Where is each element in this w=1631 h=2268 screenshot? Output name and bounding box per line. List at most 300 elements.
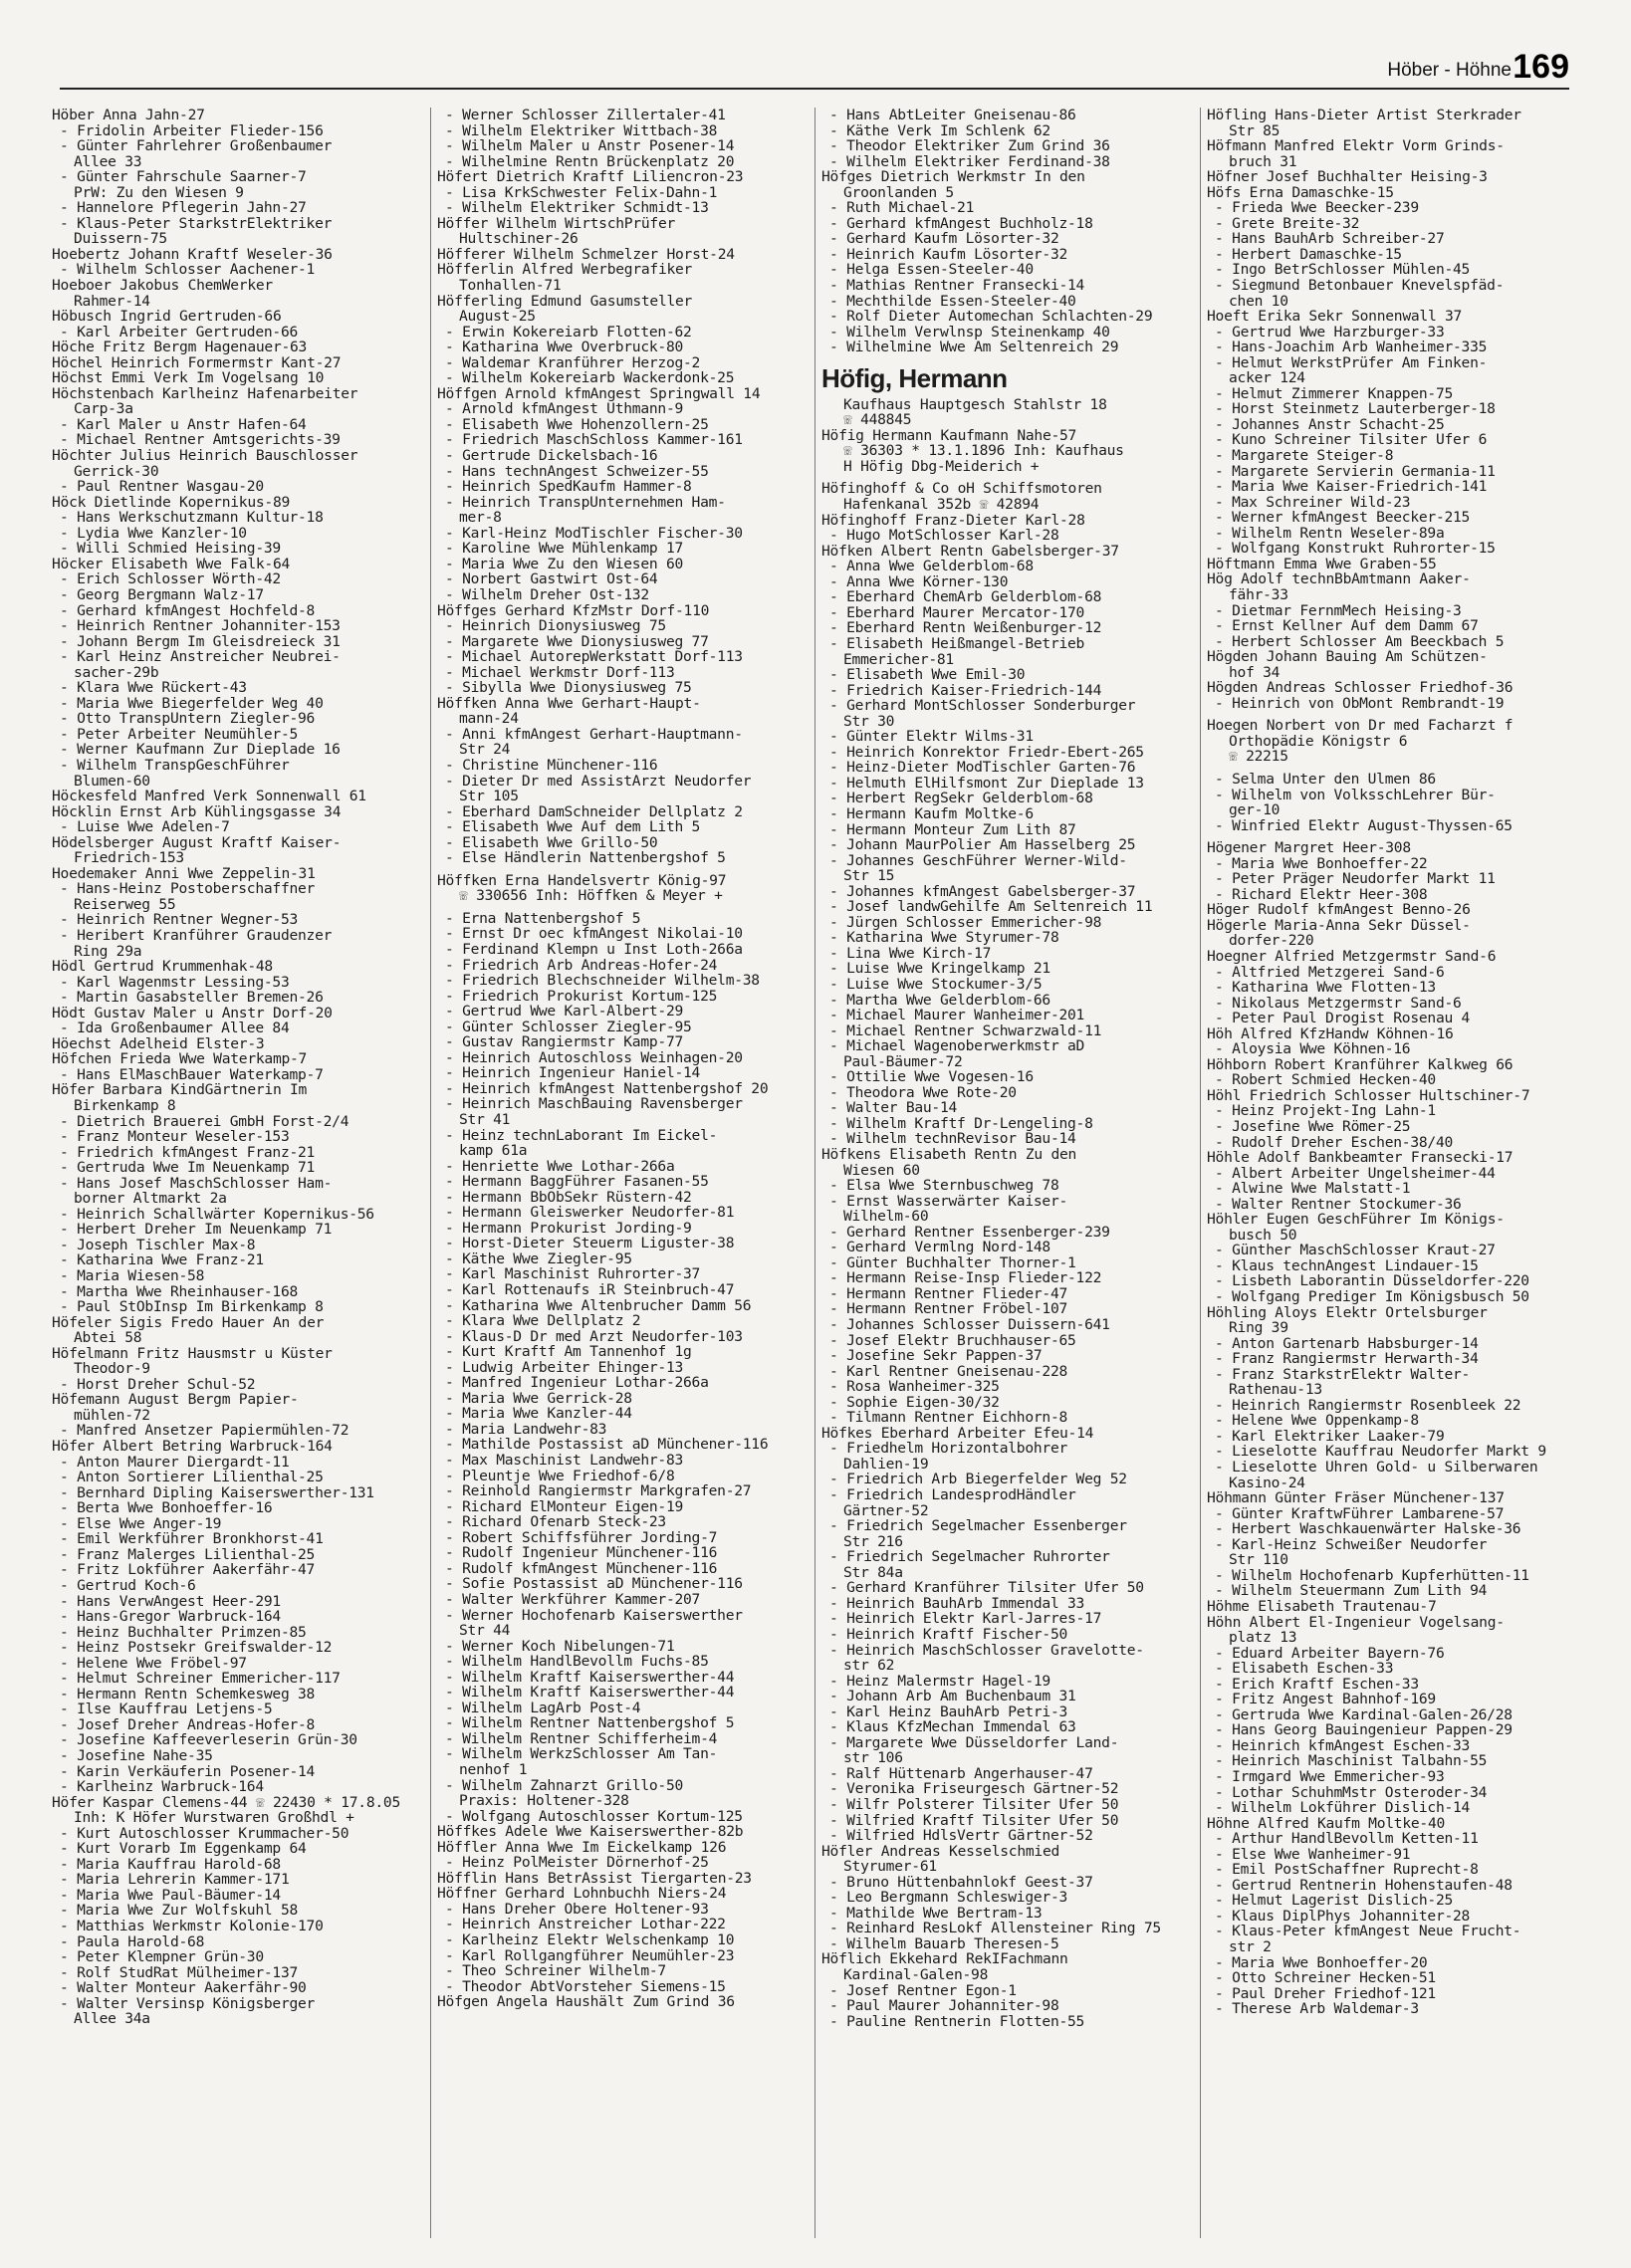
entry-continuation: Duissern-75 (74, 231, 167, 247)
directory-entry: - Alwine Wwe Malstatt-1 (1215, 1181, 1411, 1197)
directory-entry: - Maria Wwe Paul-Bäumer-14 (60, 1887, 281, 1904)
directory-entry: - Werner Kaufmann Zur Dieplade 16 (60, 742, 341, 758)
directory-entry: - Else Wwe Anger-19 (60, 1515, 222, 1532)
directory-entry: - Erwin Kokereiarb Flotten-62 (445, 324, 692, 340)
entry-continuation: Str 216 (843, 1533, 903, 1550)
entry-continuation: Groonlanden 5 (843, 184, 954, 201)
directory-entry: - Johann Arb Am Buchenbaum 31 (829, 1689, 1076, 1704)
directory-entry: - Werner Schlosser Zillertaler-41 (445, 108, 726, 123)
directory-entry: Höckesfeld Manfred Verk Sonnenwall 61 (52, 789, 366, 804)
directory-entry: - Karl-Heinz Schweißer Neudorfer (1215, 1536, 1488, 1553)
directory-entry: - Luise Wwe Kringelkamp 21 (829, 961, 1050, 977)
directory-entry: - Käthe Wwe Ziegler-95 (445, 1250, 632, 1267)
directory-entry: - Hans Werkschutzmann Kultur-18 (60, 510, 324, 526)
directory-entry: - Friedrich Segelmacher Essenberger (829, 1518, 1127, 1534)
directory-entry: - Kurt Vorarb Im Eggenkamp 64 (60, 1841, 307, 1857)
directory-entry: - Wilhelm WerkzSchlosser Am Tan- (445, 1746, 718, 1762)
directory-entry: - Wilhelm HandlBevollm Fuchs-85 (445, 1654, 709, 1670)
entry-continuation: Kasino-24 (1229, 1474, 1305, 1491)
directory-entry: - Ernst Kellner Auf dem Damm 67 (1215, 618, 1479, 634)
directory-entry: - Karl Maler u Anstr Hafen-64 (60, 416, 307, 433)
directory-entry: Höchel Heinrich Formermstr Kant-27 (52, 354, 342, 371)
directory-entry: - Rudolf Ingenieur Münchener-116 (445, 1545, 718, 1561)
entry-continuation: ☏ 22215 (1229, 749, 1288, 765)
directory-entry: - Anton Maurer Diergardt-11 (60, 1454, 290, 1471)
directory-entry: - Heinrich Elektr Karl-Jarres-17 (829, 1611, 1102, 1627)
directory-entry: - Luise Wwe Adelen-7 (60, 819, 230, 835)
directory-entry: - Hans ElMaschBauer Waterkamp-7 (60, 1066, 324, 1083)
directory-entry: - Martin Gasabsteller Bremen-26 (60, 990, 324, 1006)
directory-entry: - Wilhelm Kraftf Kaiserswerther-44 (445, 1685, 735, 1701)
directory-entry: - Katharina Wwe Styrumer-78 (829, 930, 1059, 946)
directory-entry: - Winfried Elektr August-Thyssen-65 (1215, 817, 1513, 834)
directory-entry: Högden Andreas Schlosser Friedhof-36 (1207, 680, 1514, 696)
directory-entry: - Maria Wwe Kanzler-44 (445, 1406, 632, 1422)
directory-entry: - Michael Maurer Wanheimer-201 (829, 1008, 1085, 1023)
directory-entry: - Ludwig Arbeiter Ehinger-13 (445, 1359, 684, 1376)
directory-entry: - Michael Wagenoberwerkmstr aD (829, 1038, 1085, 1054)
directory-entry: - Heinrich TranspUnternehmen Ham- (445, 494, 726, 511)
directory-entry: - Else Händlerin Nattenbergshof 5 (445, 850, 726, 866)
directory-entry: Höffgen Arnold kfmAngest Springwall 14 (437, 385, 761, 402)
directory-entry: - Peter Klempner Grün-30 (60, 1949, 264, 1965)
directory-entry: Höfmann Manfred Elektr Vorm Grinds- (1207, 138, 1505, 154)
directory-entry: - Wilhelmine Wwe Am Seltenreich 29 (829, 340, 1119, 355)
directory-entry: Höbusch Ingrid Gertruden-66 (52, 309, 282, 325)
directory-entry: - Eberhard ChemArb Gelderblom-68 (829, 589, 1102, 605)
directory-entry: - Klara Wwe Rückert-43 (60, 680, 247, 696)
directory-entry: - Gerhard Rentner Essenberger-239 (829, 1224, 1110, 1241)
directory-entry: - Hans-Heinz Postoberschaffner (60, 881, 316, 897)
directory-entry: - Heinrich Rentner Wegner-53 (60, 912, 299, 928)
directory-entry: - Arthur HandlBevollm Ketten-11 (1215, 1831, 1479, 1847)
entry-continuation: busch 50 (1229, 1227, 1297, 1244)
directory-entry: - Erich Schlosser Wörth-42 (60, 571, 281, 587)
directory-entry: - Wilhelm Verwlnsp Steinenkamp 40 (829, 324, 1110, 340)
directory-entry: - Aloysia Wwe Köhnen-16 (1215, 1041, 1411, 1057)
entry-spacer (1207, 833, 1578, 840)
directory-entry: - Heinrich kfmAngest Eschen-33 (1215, 1737, 1471, 1754)
directory-entry: - Walter Monteur Aakerfähr-90 (60, 1980, 307, 1996)
directory-entry: - Wilhelm Bauarb Theresen-5 (829, 1935, 1059, 1952)
directory-entry: - Johannes Schlosser Duissern-641 (829, 1317, 1110, 1333)
directory-entry: Höfer Albert Betring Warbruck-164 (52, 1439, 333, 1455)
directory-entry: - Anton Sortierer Lilienthal-25 (60, 1470, 324, 1485)
directory-entry: Höfferling Edmund Gasumsteller (437, 293, 693, 310)
entry-continuation: Abtei 58 (74, 1330, 142, 1346)
directory-entry: - Hermann Rentner Flieder-47 (829, 1285, 1068, 1302)
directory-entry: - Friedrich kfmAngest Franz-21 (60, 1144, 316, 1161)
directory-entry: - Heinrich von ObMont Rembrandt-19 (1215, 695, 1505, 712)
directory-entry: Höh Alfred KfzHandw Köhnen-16 (1207, 1025, 1454, 1042)
directory-entry: - Horst Steinmetz Lauterberger-18 (1215, 401, 1496, 417)
directory-entry: - Hans-Joachim Arb Wanheimer-335 (1215, 340, 1488, 355)
directory-entry: - Käthe Verk Im Schlenk 62 (829, 122, 1050, 139)
entry-continuation: Carp-3a (74, 401, 133, 417)
directory-entry: - Lothar SchuhmMstr Osteroder-34 (1215, 1784, 1488, 1801)
directory-entry: - Manfred Ansetzer Papiermühlen-72 (60, 1423, 350, 1440)
directory-entry: - Reinhard ResLokf Allensteiner Ring 75 (829, 1921, 1161, 1936)
entry-continuation: kamp 61a (459, 1143, 528, 1159)
directory-entry: - Franz Rangiermstr Herwarth-34 (1215, 1351, 1479, 1367)
directory-entry: - Dietmar FernmMech Heising-3 (1215, 602, 1462, 619)
directory-entry: - Elisabeth Heißmangel-Betrieb (829, 635, 1085, 652)
directory-entry: - Herbert Waschkauenwärter Halske-36 (1215, 1521, 1521, 1537)
entry-continuation: Theodor-9 (74, 1361, 150, 1377)
directory-entry: - Heinz Buchhalter Primzen-85 (60, 1624, 307, 1641)
directory-entry: - Walter Werkführer Kammer-207 (445, 1591, 701, 1608)
directory-entry: - Heribert Kranführer Graudenzer (60, 927, 333, 944)
directory-entry: - Ernst Wasserwärter Kaiser- (829, 1193, 1068, 1210)
directory-entry: - Sophie Eigen-30/32 (829, 1394, 1000, 1411)
directory-entry: - Helene Wwe Oppenkamp-8 (1215, 1413, 1419, 1429)
directory-entry: - Helene Wwe Fröbel-97 (60, 1655, 247, 1672)
directory-entry: - Josefine Sekr Pappen-37 (829, 1348, 1043, 1364)
directory-entry: - Heinrich Ingenieur Haniel-14 (445, 1065, 701, 1081)
directory-entry: Höchst Emmi Verk Im Vogelsang 10 (52, 370, 325, 386)
directory-entry: Höffken Anna Wwe Gerhart-Haupt- (437, 695, 701, 712)
entry-continuation: sacher-29b (74, 664, 159, 681)
directory-entry: - Werner kfmAngest Beecker-215 (1215, 510, 1471, 526)
directory-entry: Högden Johann Bauing Am Schützen- (1207, 649, 1488, 665)
directory-entry: - Michael Rentner Amtsgerichts-39 (60, 432, 341, 449)
directory-entry: - Wilhelm Kraftf Dr-Lengeling-8 (829, 1115, 1093, 1132)
directory-entry: - Friedrich Segelmacher Ruhrorter (829, 1549, 1110, 1565)
entry-continuation: dorfer-220 (1229, 933, 1314, 949)
directory-entry: Höhling Aloys Elektr Ortelsburger (1207, 1304, 1488, 1321)
directory-entry: - Hans technAngest Schweizer-55 (445, 463, 709, 480)
entry-continuation: nenhof 1 (459, 1761, 528, 1778)
directory-entry: - Günter Buchhalter Thorner-1 (829, 1254, 1076, 1271)
directory-entry: - Klaus technAngest Lindauer-15 (1215, 1257, 1479, 1274)
directory-entry: - Karl Rottenaufs iR Steinbruch-47 (445, 1282, 735, 1298)
directory-entry: - Hans VerwAngest Heer-291 (60, 1593, 281, 1610)
directory-entry: - Heinz Malermstr Hagel-19 (829, 1673, 1050, 1690)
directory-entry: - Wilhelm Elektriker Schmidt-13 (445, 200, 709, 216)
entry-continuation: Str 84a (843, 1564, 903, 1581)
directory-entry: - Veronika Friseurgesch Gärtner-52 (829, 1781, 1119, 1797)
entry-continuation: str 106 (843, 1750, 903, 1766)
directory-entry: - Lisbeth Laborantin Düsseldorfer-220 (1215, 1273, 1529, 1290)
directory-entry: Höftmann Emma Wwe Graben-55 (1207, 556, 1437, 572)
entry-continuation: Paul-Bäumer-72 (843, 1053, 963, 1070)
directory-entry: - Therese Arb Waldemar-3 (1215, 2001, 1419, 2017)
directory-entry: - Martha Wwe Rheinhauser-168 (60, 1283, 299, 1300)
directory-entry: - Richard Elektr Heer-308 (1215, 886, 1428, 903)
entry-continuation: Emmericher-81 (843, 651, 954, 668)
directory-entry: - Gerhard Kranführer Tilsiter Ufer 50 (829, 1580, 1144, 1596)
directory-entry: - Günter Fahrlehrer Großenbaumer (60, 138, 333, 154)
directory-entry: - Karl Heinz BauhArb Petri-3 (829, 1703, 1068, 1720)
directory-entry: - Wilhelmine Rentn Brückenplatz 20 (445, 153, 735, 170)
directory-entry: - Robert Schmied Hecken-40 (1215, 1072, 1436, 1088)
directory-entry: - Karlheinz Warbruck-164 (60, 1779, 264, 1795)
directory-entry: - Heinrich SpedKaufm Hammer-8 (445, 479, 692, 495)
directory-entry: - Günther MaschSchlosser Kraut-27 (1215, 1243, 1496, 1258)
directory-entry: - Else Wwe Wanheimer-91 (1215, 1846, 1411, 1863)
directory-entry: - Christine Münchener-116 (445, 757, 658, 774)
entry-continuation: ☏ 36303 * 13.1.1896 Inh: Kaufhaus (843, 443, 1124, 459)
directory-entry: - Ferdinand Klempn u Inst Loth-266a (445, 941, 743, 958)
running-head (60, 48, 1569, 90)
directory-entry: - Wilhelm Kokereiarb Wackerdonk-25 (445, 370, 735, 386)
directory-entry: - Heinrich Rentner Johanniter-153 (60, 618, 341, 634)
directory-entry: - Hans Josef MaschSchlosser Ham- (60, 1175, 333, 1192)
directory-entry: - Henriette Wwe Lothar-266a (445, 1158, 675, 1175)
directory-entry: - Hermann Monteur Zum Lith 87 (829, 821, 1076, 838)
directory-entry: Höhn Albert El-Ingenieur Vogelsang- (1207, 1614, 1505, 1631)
entry-continuation: bruch 31 (1229, 153, 1297, 170)
directory-entry: - Horst Dreher Schul-52 (60, 1376, 256, 1393)
directory-entry: Hoebertz Johann Kraftf Weseler-36 (52, 246, 333, 263)
directory-entry: Höchstenbach Karlheinz Hafenarbeiter (52, 385, 358, 402)
directory-entry: - Anna Wwe Gelderblom-68 (829, 559, 1034, 574)
directory-entry: - Gerhard Vermlng Nord-148 (829, 1240, 1050, 1255)
directory-entry: - Irmgard Wwe Emmericher-93 (1215, 1768, 1445, 1785)
directory-entry: - Wolfgang Konstrukt Ruhrorter-15 (1215, 541, 1496, 557)
directory-entry: - Theo Schreiner Wilhelm-7 (445, 1963, 666, 1979)
directory-entry: - Theodora Wwe Rote-20 (829, 1084, 1017, 1101)
directory-entry: Hödt Gustav Maler u Anstr Dorf-20 (52, 1005, 333, 1021)
directory-entry: - Elisabeth Wwe Grillo-50 (445, 834, 658, 851)
directory-entry: Höfelmann Fritz Hausmstr u Küster (52, 1345, 333, 1362)
directory-entry: Höger Rudolf kfmAngest Benno-26 (1207, 902, 1471, 918)
directory-entry: - Ilse Kauffrau Letjens-5 (60, 1701, 273, 1717)
directory-entry: - Wilhelm Steuermann Zum Lith 94 (1215, 1583, 1488, 1599)
directory-entry: - Horst-Dieter Steuerm Liguster-38 (445, 1236, 735, 1251)
directory-entry: Höfkes Eberhard Arbeiter Efeu-14 (821, 1425, 1094, 1442)
directory-entry: - Helmut Lagerist Dislich-25 (1215, 1893, 1454, 1909)
directory-entry: - Karlheinz Elektr Welschenkamp 10 (445, 1931, 735, 1948)
directory-entry: - Wilhelm Zahnarzt Grillo-50 (445, 1777, 684, 1794)
entry-continuation: Praxis: Holtener-328 (459, 1793, 629, 1809)
directory-entry: - Mathias Rentner Fransecki-14 (829, 278, 1085, 294)
entry-continuation: Gärtner-52 (843, 1502, 929, 1519)
directory-entry: - Ruth Michael-21 (829, 200, 975, 216)
directory-entry: - Friedrich Blechschneider Wilhelm-38 (445, 973, 760, 989)
directory-entry: - Gertrude Dickelsbach-16 (445, 448, 658, 464)
directory-entry: - Wilhelm Dreher Ost-132 (445, 586, 649, 603)
directory-entry: - Hermann Rentner Fröbel-107 (829, 1301, 1068, 1318)
entry-continuation: str 62 (843, 1658, 895, 1674)
directory-entry: - Josefine Kaffeeverleserin Grün-30 (60, 1732, 357, 1748)
directory-entry: - Selma Unter den Ulmen 86 (1215, 771, 1436, 788)
entry-continuation: Str 41 (459, 1112, 511, 1128)
directory-entry: - Ida Großenbaumer Allee 84 (60, 1021, 290, 1036)
directory-entry: - Kuno Schreiner Tilsiter Ufer 6 (1215, 432, 1488, 449)
directory-entry: - Hugo MotSchlosser Karl-28 (829, 528, 1059, 544)
directory-entry: - Karl Maschinist Ruhrorter-37 (445, 1266, 701, 1283)
directory-entry: - Hans-Gregor Warbruck-164 (60, 1609, 281, 1625)
directory-entry: Höfinghoff & Co oH Schiffsmotoren (821, 481, 1102, 498)
directory-entry: - Heinrich Rangiermstr Rosenbleek 22 (1215, 1397, 1521, 1414)
directory-entry: - Karl Rentner Gneisenau-228 (829, 1363, 1068, 1380)
directory-entry: - Emil Werkführer Bronkhorst-41 (60, 1531, 324, 1547)
directory-entry: - Ingo BetrSchlosser Mühlen-45 (1215, 262, 1471, 279)
directory-entry: Höche Fritz Bergm Hagenauer-63 (52, 340, 308, 355)
directory-entry: - Theodor Elektriker Zum Grind 36 (829, 138, 1110, 154)
directory-entry: - Elisabeth Wwe Auf dem Lith 5 (445, 819, 701, 835)
directory-entry: - Ralf Hüttenarb Angerhauser-47 (829, 1765, 1093, 1782)
directory-entry: - Tilmann Rentner Eichhorn-8 (829, 1410, 1068, 1426)
directory-entry: - Heinrich Konrektor Friedr-Ebert-265 (829, 744, 1144, 761)
directory-entry: - Heinrich Anstreicher Lothar-222 (445, 1917, 726, 1932)
directory-entry: - Matthias Werkmstr Kolonie-170 (60, 1918, 324, 1934)
directory-entry: - Michael Rentner Schwarzwald-11 (829, 1022, 1102, 1039)
directory-entry: - Maria Wwe Zur Wolfskuhl 58 (60, 1903, 299, 1919)
directory-entry: - Margarete Steiger-8 (1215, 448, 1394, 464)
directory-entry: - Franz StarkstrElektr Walter- (1215, 1366, 1471, 1383)
directory-entry: - Johann Bergm Im Gleisdreieck 31 (60, 633, 341, 650)
directory-entry: - Margarete Servierin Germania-11 (1215, 463, 1496, 480)
directory-entry: - Klaus-D Dr med Arzt Neudorfer-103 (445, 1328, 743, 1345)
entry-continuation: Birkenkamp 8 (74, 1098, 176, 1114)
directory-entry: - Wilhelm Rentner Nattenbergshof 5 (445, 1715, 735, 1731)
directory-entry: - Heinz technLaborant Im Eickel- (445, 1127, 718, 1144)
directory-entry: - Heinrich Dionysiusweg 75 (445, 618, 666, 634)
directory-entry: - Karl-Heinz ModTischler Fischer-30 (445, 525, 743, 542)
directory-entry: - Maria Wwe Zu den Wiesen 60 (445, 556, 684, 572)
directory-entry: - Manfred Ingenieur Lothar-266a (445, 1375, 709, 1391)
directory-entry: - Dietrich Brauerei GmbH Forst-2/4 (60, 1113, 350, 1130)
entry-continuation: Dahlien-19 (843, 1456, 929, 1473)
directory-entry: - Wilhelm Hochofenarb Kupferhütten-11 (1215, 1567, 1529, 1584)
entry-continuation: Ring 39 (1229, 1320, 1288, 1336)
directory-entry: Högener Margret Heer-308 (1207, 840, 1411, 856)
directory-entry: - Josef landwGehilfe Am Seltenreich 11 (829, 899, 1153, 915)
directory-entry: - Klara Wwe Dellplatz 2 (445, 1313, 641, 1329)
directory-entry: Höflich Ekkehard RekIFachmann (821, 1951, 1068, 1967)
entry-continuation: Tonhallen-71 (459, 278, 562, 294)
directory-entry: - Richard ElMonteur Eigen-19 (445, 1498, 684, 1515)
directory-entry: - Walter Versinsp Königsberger (60, 1995, 316, 2012)
directory-entry: - Norbert Gastwirt Ost-64 (445, 571, 658, 587)
directory-entry: - Wilhelm Elektriker Ferdinand-38 (829, 153, 1110, 170)
directory-entry: - Ottilie Wwe Vogesen-16 (829, 1069, 1034, 1085)
directory-entry: - Lieselotte Uhren Gold- u Silberwaren (1215, 1460, 1538, 1475)
entry-continuation: Str 110 (1229, 1552, 1288, 1568)
directory-entry: Höechst Adelheid Elster-3 (52, 1035, 265, 1052)
directory-entry: - Hermann BaggFührer Fasanen-55 (445, 1174, 709, 1190)
directory-entry: - Helmut Schreiner Emmericher-117 (60, 1671, 341, 1687)
directory-entry: - Elsa Wwe Sternbuschweg 78 (829, 1178, 1059, 1194)
directory-entry: Höffges Gerhard KfzMstr Dorf-110 (437, 602, 710, 619)
directory-entry: - Günter Schlosser Ziegler-95 (445, 1019, 692, 1035)
entry-spacer (821, 474, 1193, 481)
directory-entry: - Hermann Reise-Insp Flieder-122 (829, 1270, 1102, 1286)
directory-entry: - Johann MaurPolier Am Hasselberg 25 (829, 837, 1136, 853)
directory-entry: - Eberhard DamSchneider Dellplatz 2 (445, 803, 743, 820)
directory-entry: - Fritz Lokführer Aakerfähr-47 (60, 1562, 316, 1578)
directory-entry: - Gertrud Wwe Karl-Albert-29 (445, 1004, 684, 1020)
directory-entry: - Pauline Rentnerin Flotten-55 (829, 2013, 1085, 2030)
directory-entry: Hoegner Alfried Metzgermstr Sand-6 (1207, 948, 1497, 965)
directory-entry: - Wilhelm Rentner Schifferheim-4 (445, 1730, 718, 1747)
directory-entry: Höfchen Frieda Wwe Waterkamp-7 (52, 1051, 308, 1067)
directory-entry: Höffkes Adele Wwe Kaiserswerther-82b (437, 1824, 744, 1840)
directory-entry: - Gustav Rangiermstr Kamp-77 (445, 1034, 684, 1050)
directory-entry: - Maria Wwe Kaiser-Friedrich-141 (1215, 479, 1488, 495)
directory-entry: - Friedrich Arb Biegerfelder Weg 52 (829, 1472, 1127, 1488)
directory-entry: - Rolf Dieter Automechan Schlachten-29 (829, 309, 1153, 325)
directory-entry: Höhle Adolf Bankbeamter Fransecki-17 (1207, 1150, 1514, 1166)
directory-entry: - Heinz-Dieter ModTischler Garten-76 (829, 760, 1136, 776)
entry-continuation: Friedrich-153 (74, 850, 184, 866)
entry-continuation: Blumen-60 (74, 773, 150, 790)
directory-entry: - Sibylla Wwe Dionysiusweg 75 (445, 680, 692, 696)
entry-continuation: Kardinal-Galen-98 (843, 1966, 989, 1983)
directory-entry: - Albert Arbeiter Ungelsheimer-44 (1215, 1165, 1496, 1182)
directory-entry: - Helmuth ElHilfsmont Zur Dieplade 13 (829, 775, 1144, 792)
directory-entry: - Rudolf kfmAngest Münchener-116 (445, 1560, 718, 1577)
directory-entry: - Mathilde Postassist aD Münchener-116 (445, 1437, 769, 1454)
entry-continuation: ☏ 448845 (843, 412, 912, 428)
directory-entry: - Hermann Prokurist Jording-9 (445, 1220, 692, 1237)
directory-entry: - Gertrud Koch-6 (60, 1577, 196, 1594)
directory-entry: - Klaus KfzMechan Immendal 63 (829, 1719, 1076, 1735)
entry-continuation: Allee 33 (74, 153, 142, 170)
directory-entry: - Margarete Wwe Düsseldorfer Land- (829, 1734, 1119, 1751)
entry-spacer (437, 866, 809, 873)
directory-entry: - Paul Rentner Wasgau-20 (60, 479, 264, 495)
directory-entry: Höfferer Wilhelm Schmelzer Horst-24 (437, 246, 735, 263)
directory-entry: - Wolfgang Prediger Im Königsbusch 50 (1215, 1289, 1529, 1305)
directory-entry: - Helmut Zimmerer Knappen-75 (1215, 385, 1454, 402)
directory-entry: - Siegmund Betonbauer Knevelspfäd- (1215, 278, 1505, 294)
entry-continuation: chen 10 (1229, 293, 1288, 310)
directory-entry: - Friedrich Kaiser-Friedrich-144 (829, 682, 1102, 699)
directory-entry: Höhborn Robert Kranführer Kalkweg 66 (1207, 1056, 1514, 1073)
entry-continuation: Orthopädie Königstr 6 (1229, 733, 1408, 750)
directory-entry: - Gertruda Wwe Im Neuenkamp 71 (60, 1160, 316, 1176)
entry-spacer (1207, 711, 1578, 718)
directory-entry: - Heinz Postsekr Greifswalder-12 (60, 1640, 333, 1656)
directory-entry: - Georg Bergmann Walz-17 (60, 586, 264, 603)
directory-entry: - Otto Schreiner Hecken-51 (1215, 1970, 1436, 1986)
directory-entry: - Joseph Tischler Max-8 (60, 1237, 256, 1253)
directory-entry: - Katharina Wwe Altenbrucher Damm 56 (445, 1297, 752, 1314)
directory-entry: Höfig Hermann Kaufmann Nahe-57 (821, 427, 1077, 444)
directory-entry: - Reinhold Rangiermstr Markgrafen-27 (445, 1483, 752, 1499)
directory-entry: - Kurt Autoschlosser Krummacher-50 (60, 1825, 350, 1842)
directory-entry: - Karoline Wwe Mühlenkamp 17 (445, 541, 684, 557)
directory-entry: - Arnold kfmAngest Uthmann-9 (445, 401, 684, 417)
entry-continuation: Str 24 (459, 742, 511, 758)
directory-entry: Höfs Erna Damaschke-15 (1207, 184, 1394, 201)
directory-entry: - Peter Arbeiter Neumühler-5 (60, 726, 299, 743)
directory-entry: Höfken Albert Rentn Gabelsberger-37 (821, 543, 1119, 560)
directory-entry: - Maria Wwe Bonhoeffer-22 (1215, 855, 1428, 872)
directory-entry: - Elisabeth Wwe Emil-30 (829, 667, 1026, 683)
directory-entry: Höber Anna Jahn-27 (52, 108, 205, 123)
directory-entry: - Hans Georg Bauingenieur Pappen-29 (1215, 1722, 1513, 1738)
directory-entry: - Günter Fahrschule Saarner-7 (60, 169, 307, 185)
directory-entry: - Johannes Anstr Schacht-25 (1215, 416, 1445, 433)
directory-entry: - Gertrud Wwe Harzburger-33 (1215, 324, 1445, 340)
directory-entry: - Johannes kfmAngest Gabelsberger-37 (829, 883, 1136, 900)
directory-entry: - Karl Heinz Anstreicher Neubrei- (60, 649, 341, 665)
directory-entry: Höffken Erna Handelsvertr König-97 (437, 872, 727, 889)
directory-entry: - Max Maschinist Landwehr-83 (445, 1453, 684, 1469)
directory-entry: - Fritz Angest Bahnhof-169 (1215, 1692, 1436, 1707)
column-divider (1200, 108, 1201, 2238)
directory-entry: - Wolfgang Autoschlosser Kortum-125 (445, 1808, 743, 1825)
directory-entry: Hödelsberger August Kraftf Kaiser- (52, 834, 342, 851)
directory-entry: - Maria Kauffrau Harold-68 (60, 1856, 281, 1873)
directory-entry: Höfges Dietrich Werkmstr In den (821, 169, 1085, 185)
entry-continuation: Rathenau-13 (1229, 1382, 1322, 1398)
directory-entry: Höfeler Sigis Fredo Hauer An der (52, 1314, 325, 1331)
